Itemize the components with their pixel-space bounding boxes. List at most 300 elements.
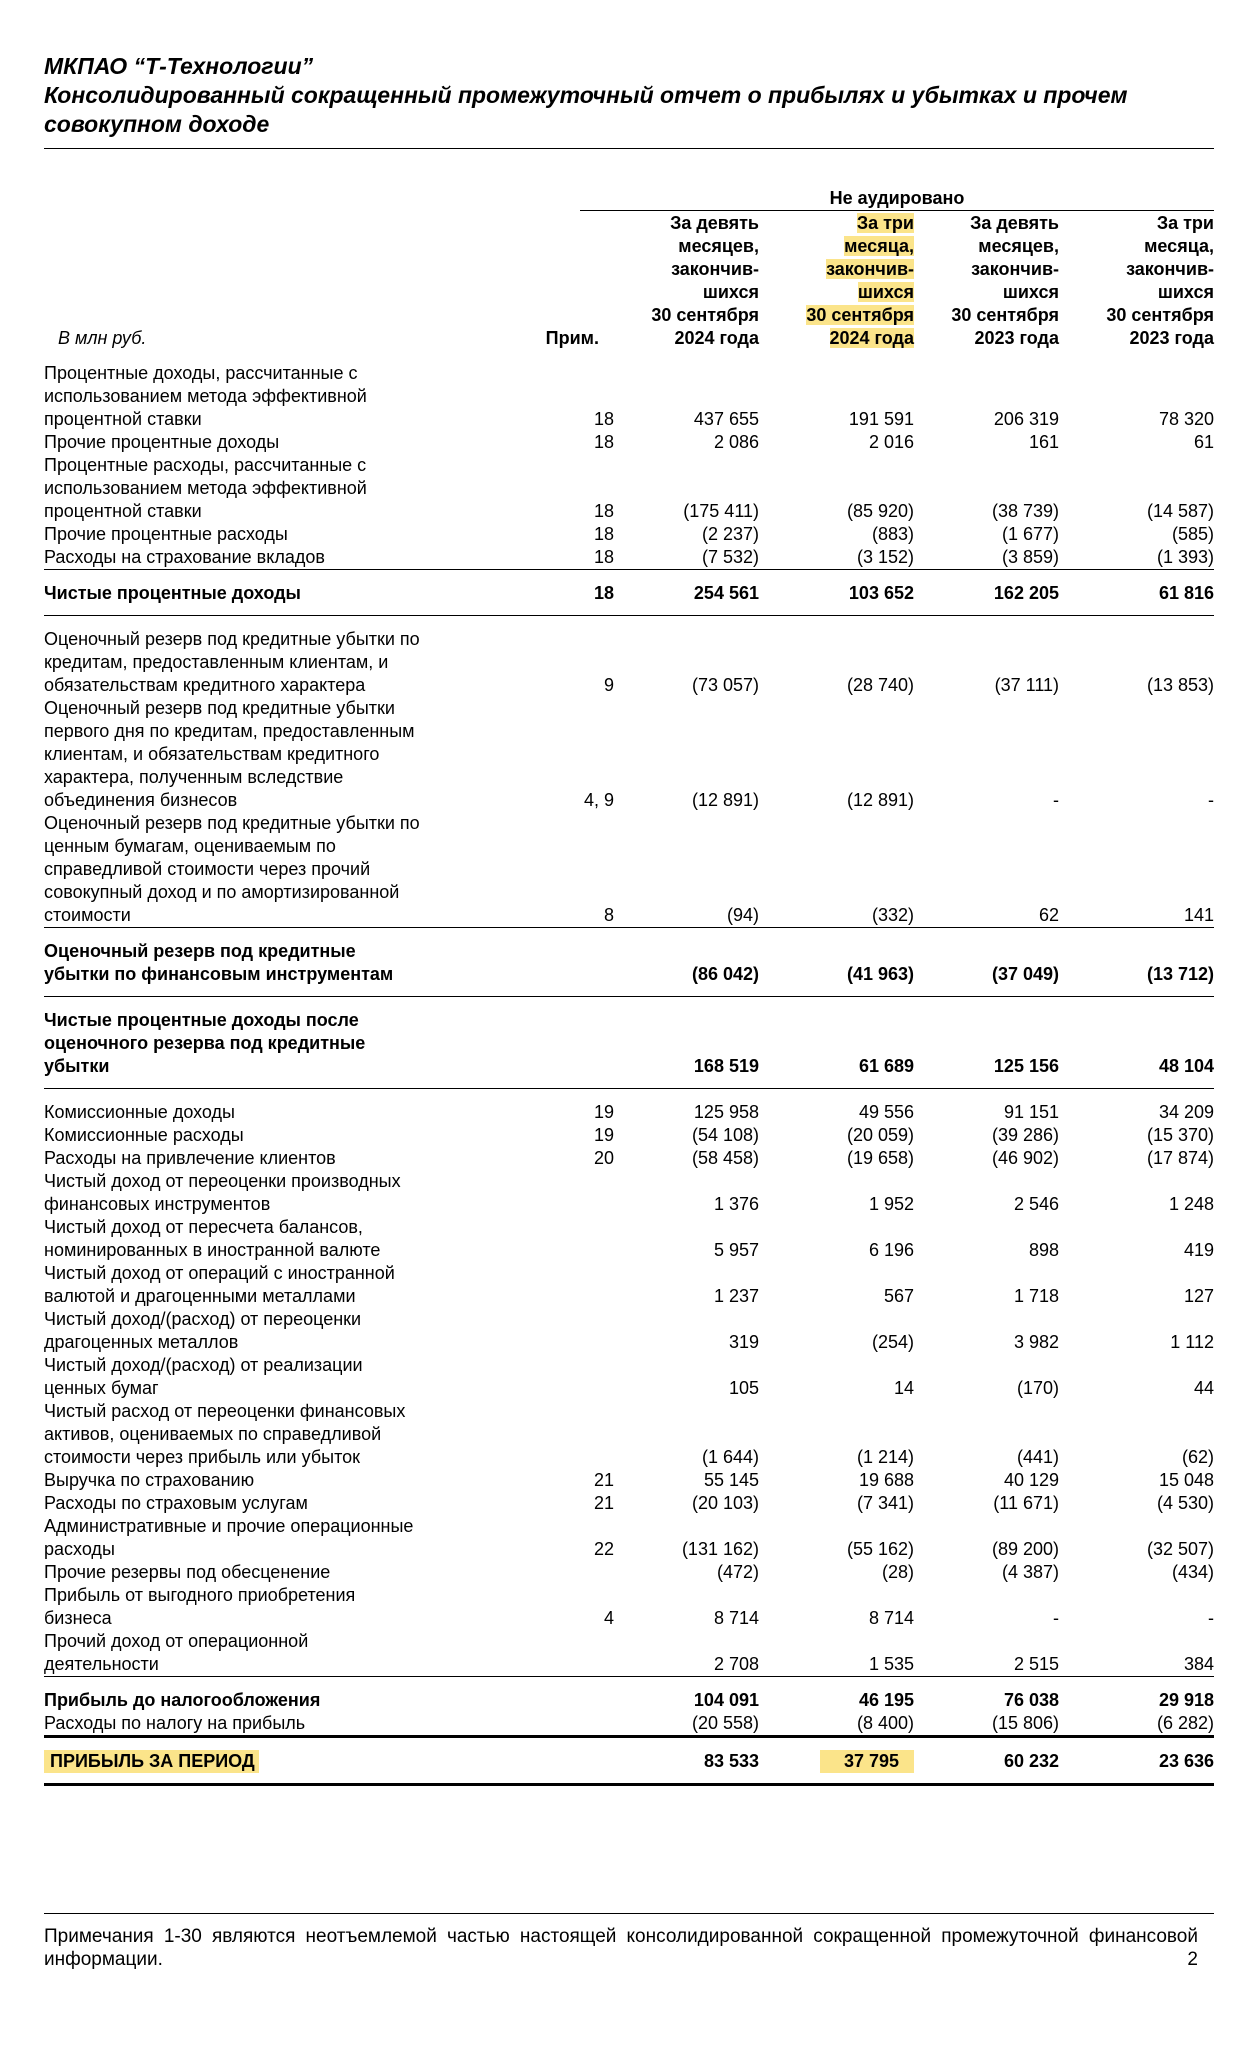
row-label-line: Чистый доход от операций с иностранной — [44, 1263, 395, 1283]
row-value: 1 718 — [1013, 1286, 1059, 1306]
column-header-line: закончив- — [671, 259, 759, 279]
statement-row — [44, 1124, 1214, 1147]
column-header-line: 30 сентября — [651, 305, 759, 325]
row-note: 18 — [494, 570, 614, 616]
statement-row — [44, 570, 1214, 616]
statement-row — [44, 431, 1214, 454]
row-value: 125 958 — [614, 1089, 759, 1125]
row-label — [44, 1216, 494, 1262]
row-value: (170) — [1016, 1378, 1059, 1398]
row-label-line: Чистый доход от переоценки производных — [44, 1171, 401, 1191]
row-note — [494, 1170, 614, 1216]
row-value: (441) — [1016, 1447, 1059, 1467]
row-label-line: номинированных в иностранной валюте — [44, 1240, 381, 1260]
row-label — [44, 812, 494, 928]
highlight-mark: шихся — [857, 282, 914, 302]
statement-row — [44, 997, 1214, 1089]
row-value: 1 112 — [1170, 1332, 1214, 1352]
row-value: 254 561 — [614, 570, 759, 616]
row-note: 19 — [593, 1125, 614, 1145]
row-note: 4, 9 — [583, 790, 614, 810]
column-header-line — [759, 212, 914, 235]
statement-row — [44, 1262, 1214, 1308]
column-header-line: шихся — [1157, 282, 1214, 302]
row-value: 898 — [1028, 1240, 1059, 1260]
statement-row — [44, 454, 1214, 523]
row-label-line: стоимости через прибыль или убыток — [44, 1447, 360, 1467]
row-label-line: Выручка по страхованию — [44, 1470, 255, 1490]
row-value: 29 918 — [1059, 1677, 1214, 1713]
row-label-line: Комиссионные расходы — [44, 1125, 244, 1145]
row-label-line: процентной ставки — [44, 501, 202, 521]
row-label-line: Комиссионные доходы — [44, 1102, 235, 1122]
column-header-row — [44, 212, 1214, 350]
row-value: 161 — [1028, 432, 1059, 452]
row-label-line: оценочного резерва под кредитные — [44, 1033, 366, 1053]
column-header-9m-2024 — [614, 212, 759, 350]
income-statement-table — [44, 212, 1214, 1786]
row-note — [494, 1712, 614, 1737]
row-value: 127 — [1183, 1286, 1214, 1306]
row-value: 3 982 — [1013, 1332, 1059, 1352]
row-value: 1 376 — [713, 1194, 759, 1214]
row-value: (7 341) — [856, 1493, 914, 1513]
row-label-line: активов, оцениваемых по справедливой — [44, 1424, 382, 1444]
row-note: 21 — [593, 1493, 614, 1513]
row-label-line: Расходы на привлечение клиентов — [44, 1148, 336, 1168]
statement-row — [44, 1400, 1214, 1469]
row-value: (1 644) — [701, 1447, 759, 1467]
row-note — [494, 1561, 614, 1584]
row-value: (94) — [726, 905, 759, 925]
column-header-line — [759, 327, 914, 350]
row-label — [44, 523, 494, 546]
row-note — [494, 1262, 614, 1308]
row-value: (1 214) — [856, 1447, 914, 1467]
row-label-line: Оценочный резерв под кредитные убытки по — [44, 813, 420, 833]
statement-row — [44, 1308, 1214, 1354]
row-value: (41 963) — [759, 928, 914, 997]
column-header-line: шихся — [702, 282, 759, 302]
row-value: (86 042) — [614, 928, 759, 997]
row-note: 22 — [593, 1539, 614, 1559]
row-note: 18 — [593, 501, 614, 521]
column-header-9m-2023 — [914, 212, 1059, 350]
row-value — [759, 1737, 914, 1785]
row-value: (175 411) — [683, 501, 759, 521]
row-label — [44, 1354, 494, 1400]
row-value: 103 652 — [759, 570, 914, 616]
row-value: 567 — [883, 1286, 914, 1306]
column-header-line: месяцев, — [978, 236, 1059, 256]
row-label-line: драгоценных металлов — [44, 1332, 239, 1352]
statement-row — [44, 1469, 1214, 1492]
row-note — [494, 1737, 614, 1785]
column-header-line: месяца, — [1144, 236, 1214, 256]
row-label-line: Чистые процентные доходы после — [44, 1010, 359, 1030]
row-value: 55 145 — [703, 1470, 759, 1490]
row-value: (85 920) — [846, 501, 914, 521]
statement-row — [44, 1677, 1214, 1713]
row-value: 23 636 — [1059, 1737, 1214, 1785]
row-label-line: кредитам, предоставленным клиентам, и — [44, 652, 389, 672]
report-title: Консолидированный сокращенный промежуточный отчет о прибылях и убытках и прочем совокупном доходе — [44, 82, 1128, 137]
row-label-line: Расходы по налогу на прибыль — [44, 1713, 306, 1733]
highlight-mark: За три — [856, 213, 914, 233]
row-label — [44, 570, 494, 616]
row-value: (54 108) — [691, 1125, 759, 1145]
row-value: 78 320 — [1158, 409, 1214, 429]
statement-row — [44, 1216, 1214, 1262]
row-value: (8 400) — [856, 1713, 914, 1733]
column-header-line: За три — [1156, 213, 1214, 233]
row-value: 83 533 — [614, 1737, 759, 1785]
page-number: 2 — [1187, 1949, 1198, 1970]
highlight-mark: закончив- — [826, 259, 914, 279]
row-value: 1 248 — [1168, 1194, 1214, 1214]
column-header-line: 2023 года — [974, 328, 1059, 348]
column-header-3m-2023 — [1059, 212, 1214, 350]
row-value: 91 151 — [914, 1089, 1059, 1125]
column-header-line: месяцев, — [678, 236, 759, 256]
row-value: (7 532) — [701, 547, 759, 567]
column-header-line: закончив- — [971, 259, 1059, 279]
row-value: (13 853) — [1059, 616, 1214, 698]
row-value: (38 739) — [991, 501, 1059, 521]
row-label-line: деятельности — [44, 1654, 159, 1674]
row-note: 21 — [593, 1470, 614, 1490]
row-value: 49 556 — [759, 1089, 914, 1125]
statement-row — [44, 1147, 1214, 1170]
row-label — [44, 928, 494, 997]
row-label-line: справедливой стоимости через прочий — [44, 859, 371, 879]
highlight-mark: 30 сентября — [806, 305, 914, 325]
row-value: 14 — [893, 1378, 914, 1398]
statement-row — [44, 1737, 1214, 1785]
statement-row — [44, 928, 1214, 997]
column-header-line — [759, 281, 914, 304]
statement-row — [44, 1354, 1214, 1400]
row-label — [44, 697, 494, 812]
row-value: 6 196 — [868, 1240, 914, 1260]
column-header-line: За девять — [670, 213, 759, 233]
statement-row — [44, 1492, 1214, 1515]
row-value: (12 891) — [846, 790, 914, 810]
row-value: (3 152) — [856, 547, 914, 567]
row-label — [44, 1147, 494, 1170]
row-value: 5 957 — [713, 1240, 759, 1260]
row-value: 76 038 — [914, 1677, 1059, 1713]
document-header — [44, 52, 1214, 139]
row-value: 2 086 — [713, 432, 759, 452]
row-label-line: обязательствам кредитного характера — [44, 675, 366, 695]
row-value: 168 519 — [614, 997, 759, 1089]
statement-row — [44, 1561, 1214, 1584]
row-label-line: бизнеса — [44, 1608, 112, 1628]
row-value: 206 319 — [993, 409, 1059, 429]
unaudited-divider — [580, 210, 1214, 211]
row-label-line: Чистые процентные доходы — [44, 583, 301, 603]
row-value: 8 714 — [713, 1608, 759, 1628]
row-label-line: стоимости — [44, 905, 131, 925]
row-label — [44, 1170, 494, 1216]
row-value: (4 530) — [1156, 1493, 1214, 1513]
column-header-line: 2024 года — [674, 328, 759, 348]
column-header-line — [759, 304, 914, 327]
column-header-line: За девять — [970, 213, 1059, 233]
row-note: 18 — [593, 432, 614, 452]
row-label-line: Оценочный резерв под кредитные убытки по — [44, 629, 420, 649]
row-value: (37 049) — [914, 928, 1059, 997]
row-label-line: финансовых инструментов — [44, 1194, 271, 1214]
company-name: МКПАО “Т-Технологии” — [44, 53, 314, 79]
row-label-line: Оценочный резерв под кредитные — [44, 941, 356, 961]
column-header-line: 30 сентября — [951, 305, 1059, 325]
note-header: Прим. — [545, 328, 599, 348]
row-label — [44, 350, 494, 431]
row-label — [44, 1492, 494, 1515]
row-value: (28) — [881, 1562, 914, 1582]
row-label — [44, 1584, 494, 1630]
row-value: (58 458) — [691, 1148, 759, 1168]
column-header-line: шихся — [1002, 282, 1059, 302]
row-label-line: убытки по финансовым инструментам — [44, 964, 394, 984]
row-value: 104 091 — [614, 1677, 759, 1713]
row-note: 18 — [593, 524, 614, 544]
row-label-line: использованием метода эффективной — [44, 386, 367, 406]
row-note: 18 — [593, 409, 614, 429]
footer-divider — [44, 1913, 1214, 1914]
row-value: 1 237 — [713, 1286, 759, 1306]
statement-row — [44, 1584, 1214, 1630]
unaudited-caption: Не аудировано — [829, 188, 965, 208]
row-label-line: Чистый расход от переоценки финансовых — [44, 1401, 406, 1421]
row-value: (13 712) — [1059, 928, 1214, 997]
row-label-line: ценных бумаг — [44, 1378, 159, 1398]
row-value: (3 859) — [1001, 547, 1059, 567]
statement-row — [44, 616, 1214, 698]
row-value: 162 205 — [914, 570, 1059, 616]
column-header-line: 2023 года — [1129, 328, 1214, 348]
row-value: (28 740) — [759, 616, 914, 698]
row-value: 62 — [1038, 905, 1059, 925]
row-label-line: объединения бизнесов — [44, 790, 238, 810]
row-value: 19 688 — [858, 1470, 914, 1490]
row-value: (20 558) — [691, 1713, 759, 1733]
row-value: (17 874) — [1146, 1148, 1214, 1168]
row-value: (4 387) — [1001, 1562, 1059, 1582]
highlight-mark: месяца, — [844, 236, 914, 256]
row-value: (73 057) — [614, 616, 759, 698]
row-value: 384 — [1183, 1654, 1214, 1674]
row-value: - — [1208, 790, 1214, 810]
row-label-line: Чистый доход/(расход) от реализации — [44, 1355, 363, 1375]
row-label-line: Чистый доход/(расход) от переоценки — [44, 1309, 362, 1329]
row-value: (254) — [871, 1332, 914, 1352]
row-value: 44 — [1193, 1378, 1214, 1398]
row-label-line: совокупный доход и по амортизированной — [44, 882, 400, 902]
row-note: 9 — [494, 616, 614, 698]
row-value: (6 282) — [1156, 1713, 1214, 1733]
row-value: (39 286) — [991, 1125, 1059, 1145]
row-label-line: Процентные доходы, рассчитанные с — [44, 363, 358, 383]
row-value: (12 891) — [691, 790, 759, 810]
row-label-line: Процентные расходы, рассчитанные с — [44, 455, 367, 475]
row-value: 419 — [1183, 1240, 1214, 1260]
statement-row — [44, 350, 1214, 431]
row-value: (2 237) — [701, 524, 759, 544]
row-label — [44, 1677, 494, 1713]
header-divider — [44, 148, 1214, 149]
row-value: (332) — [871, 905, 914, 925]
row-value: 2 708 — [713, 1654, 759, 1674]
row-value: 46 195 — [759, 1677, 914, 1713]
row-note — [494, 1354, 614, 1400]
row-label-line: Чистый доход от пересчета балансов, — [44, 1217, 363, 1237]
row-value: 15 048 — [1158, 1470, 1214, 1490]
row-value: 8 714 — [868, 1608, 914, 1628]
row-value: (14 587) — [1146, 501, 1214, 521]
highlighted-total-label: ПРИБЫЛЬ ЗА ПЕРИОД — [44, 1750, 259, 1773]
row-value: (15 806) — [991, 1713, 1059, 1733]
row-value: (32 507) — [1146, 1539, 1214, 1559]
row-value: (89 200) — [991, 1539, 1059, 1559]
row-label — [44, 546, 494, 570]
row-value: (585) — [1171, 524, 1214, 544]
row-note: 8 — [603, 905, 614, 925]
statement-row — [44, 1712, 1214, 1737]
row-label-line: клиентам, и обязательствам кредитного — [44, 744, 380, 764]
row-value: (11 671) — [993, 1493, 1059, 1513]
row-label — [44, 1630, 494, 1677]
row-note: 19 — [494, 1089, 614, 1125]
row-note — [494, 1308, 614, 1354]
statement-row — [44, 1515, 1214, 1561]
row-label — [44, 1469, 494, 1492]
row-value: 61 689 — [759, 997, 914, 1089]
statement-row — [44, 1089, 1214, 1125]
row-value: 105 — [728, 1378, 759, 1398]
row-value: 61 816 — [1059, 570, 1214, 616]
row-note — [494, 1630, 614, 1677]
row-value: 2 016 — [868, 432, 914, 452]
row-label-line: Прочие процентные расходы — [44, 524, 288, 544]
row-label — [44, 1712, 494, 1737]
row-note — [494, 1216, 614, 1262]
row-label — [44, 1400, 494, 1469]
row-label-line: Прибыль до налогообложения — [44, 1690, 321, 1710]
row-label — [44, 431, 494, 454]
column-header-line — [759, 235, 914, 258]
row-value: (19 658) — [846, 1148, 914, 1168]
row-value: 60 232 — [914, 1737, 1059, 1785]
statement-row — [44, 697, 1214, 812]
row-value: 48 104 — [1059, 997, 1214, 1089]
row-label-line: ценным бумагам, оцениваемым по — [44, 836, 336, 856]
row-note: 4 — [603, 1608, 614, 1628]
row-value: (37 111) — [914, 616, 1059, 698]
footer-note: Примечания 1-30 являются неотъемлемой частью настоящей консолидированной сокращенной промежуточной финансовой информации. — [44, 1926, 1198, 1970]
column-header-line: закончив- — [1126, 259, 1214, 279]
row-value: (472) — [716, 1562, 759, 1582]
row-note — [494, 928, 614, 997]
row-value: (15 370) — [1146, 1125, 1214, 1145]
row-label — [44, 1262, 494, 1308]
statement-row — [44, 1630, 1214, 1677]
row-label — [44, 1124, 494, 1147]
row-value: 1 535 — [868, 1654, 914, 1674]
highlight-mark: 2024 года — [829, 328, 914, 348]
row-label-line: первого дня по кредитам, предоставленным — [44, 721, 415, 741]
row-value: 2 546 — [1013, 1194, 1059, 1214]
row-value: 61 — [1193, 432, 1214, 452]
row-note: 20 — [593, 1148, 614, 1168]
statement-row — [44, 523, 1214, 546]
row-value: (883) — [871, 524, 914, 544]
row-note — [494, 1400, 614, 1469]
row-value: (20 103) — [691, 1493, 759, 1513]
statement-row — [44, 812, 1214, 928]
row-label — [44, 1515, 494, 1561]
row-label-line: Расходы на страхование вкладов — [44, 547, 325, 567]
row-note — [494, 997, 614, 1089]
row-value: 40 129 — [1003, 1470, 1059, 1490]
statement-row — [44, 546, 1214, 570]
row-value: 191 591 — [848, 409, 914, 429]
row-label-line: использованием метода эффективной — [44, 478, 367, 498]
row-value: 125 156 — [914, 997, 1059, 1089]
row-label — [44, 1737, 494, 1785]
row-label-line: Прибыль от выгодного приобретения — [44, 1585, 356, 1605]
row-label — [44, 1308, 494, 1354]
row-label-line: Прочие процентные доходы — [44, 432, 280, 452]
row-label-line: валютой и драгоценными металлами — [44, 1286, 356, 1306]
row-label — [44, 616, 494, 698]
column-header-line — [759, 258, 914, 281]
row-value: - — [1053, 1608, 1059, 1628]
row-label — [44, 454, 494, 523]
column-header-3m-2024 — [759, 212, 914, 350]
row-value: 319 — [728, 1332, 759, 1352]
row-label — [44, 1561, 494, 1584]
highlighted-total-value: 37 795 — [820, 1750, 914, 1773]
row-value: 437 655 — [693, 409, 759, 429]
row-label-line: Административные и прочие операционные — [44, 1516, 414, 1536]
statement-row — [44, 1170, 1214, 1216]
row-value: 34 209 — [1059, 1089, 1214, 1125]
row-label-line: убытки — [44, 1056, 110, 1076]
row-value: 2 515 — [1013, 1654, 1059, 1674]
row-label-line — [44, 1750, 494, 1773]
row-label — [44, 1089, 494, 1125]
row-label-line: расходы — [44, 1539, 115, 1559]
row-value: - — [1208, 1608, 1214, 1628]
row-label-line: процентной ставки — [44, 409, 202, 429]
row-value: (55 162) — [846, 1539, 914, 1559]
row-value: (1 393) — [1156, 547, 1214, 567]
row-label-line: Прочий доход от операционной — [44, 1631, 309, 1651]
row-label-line: Оценочный резерв под кредитные убытки — [44, 698, 395, 718]
row-value: (20 059) — [846, 1125, 914, 1145]
row-label — [44, 997, 494, 1089]
column-header-line: 30 сентября — [1106, 305, 1214, 325]
row-value: (1 677) — [1001, 524, 1059, 544]
row-value: (62) — [1181, 1447, 1214, 1467]
row-note — [494, 1677, 614, 1713]
row-note: 18 — [593, 547, 614, 567]
row-value: (46 902) — [991, 1148, 1059, 1168]
row-value: 141 — [1183, 905, 1214, 925]
